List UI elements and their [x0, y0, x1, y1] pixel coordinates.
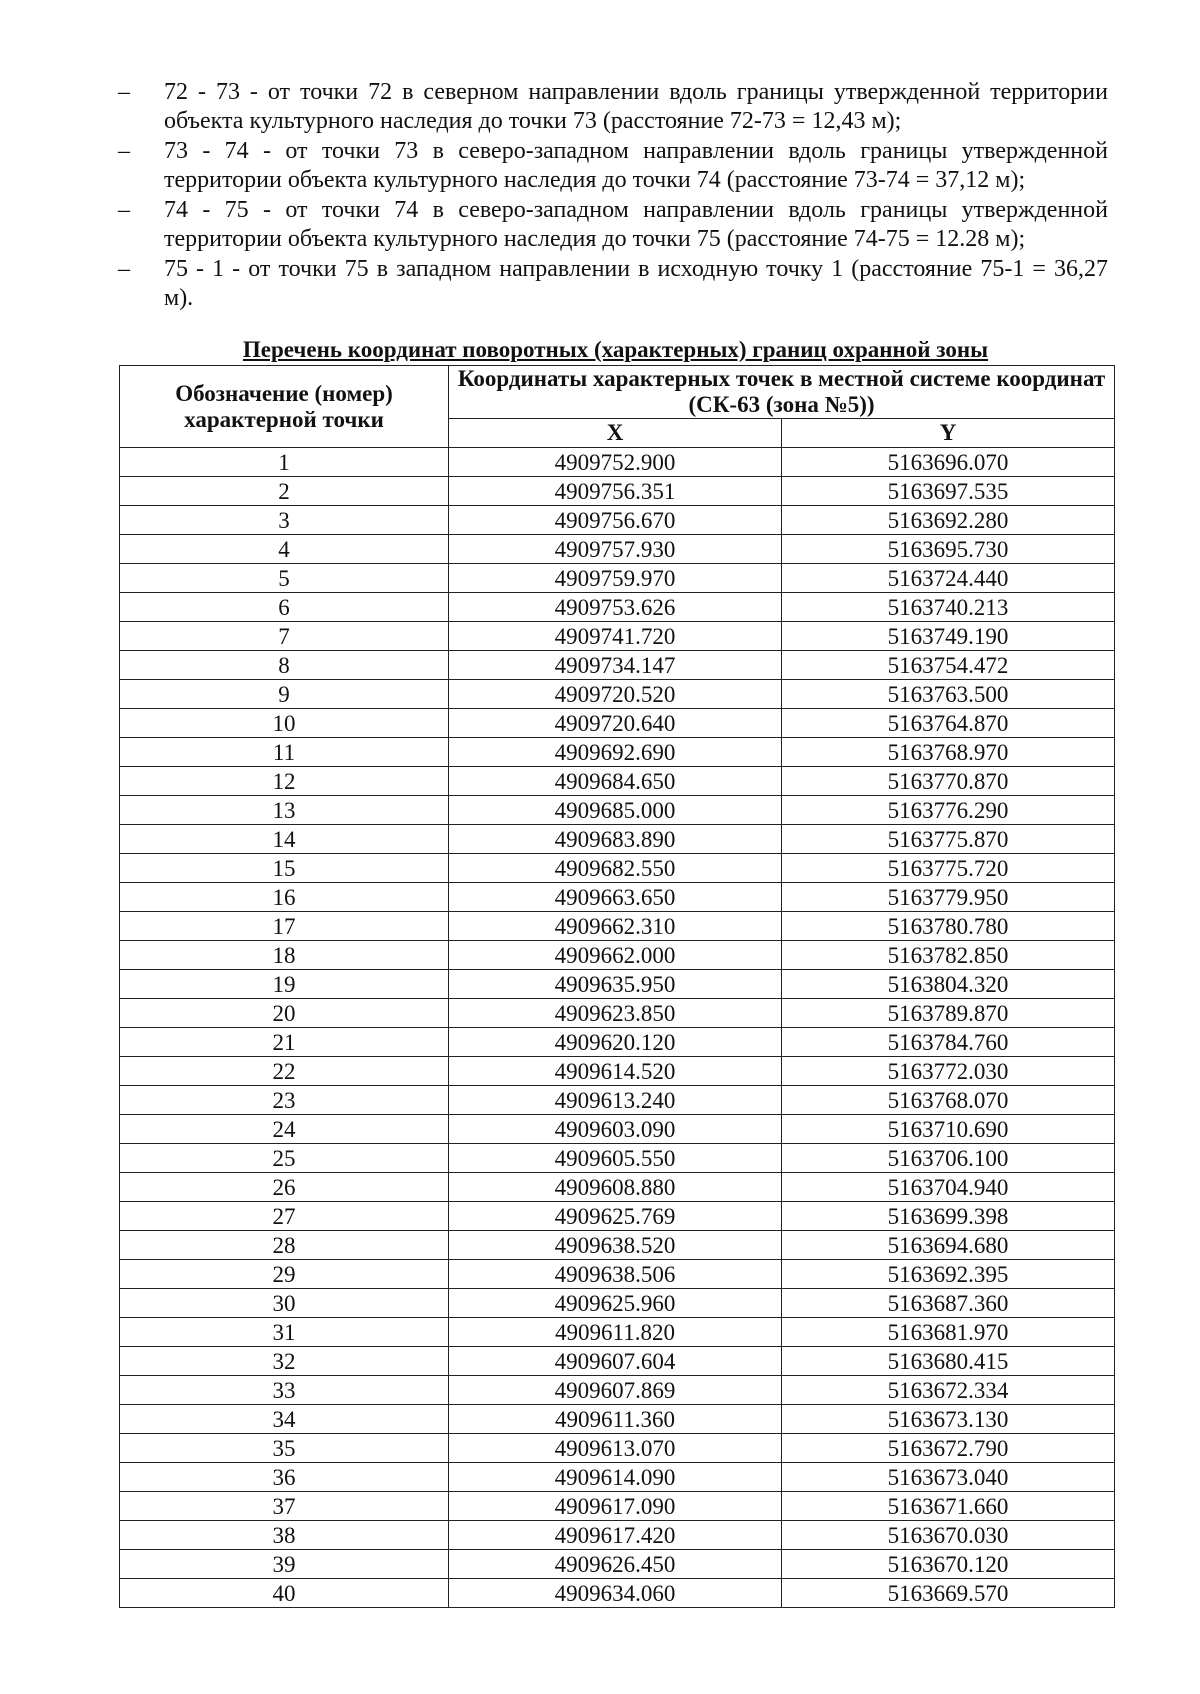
x-coordinate-cell: 4909692.690: [449, 738, 782, 767]
y-coordinate-cell: 5163749.190: [782, 622, 1115, 651]
point-number-cell: 6: [120, 593, 449, 622]
x-coordinate-cell: 4909662.000: [449, 941, 782, 970]
x-coordinate-cell: 4909613.070: [449, 1434, 782, 1463]
x-coordinate-cell: 4909685.000: [449, 796, 782, 825]
y-coordinate-cell: 5163768.070: [782, 1086, 1115, 1115]
table-row: [120, 796, 1115, 825]
point-number-cell: 20: [120, 999, 449, 1028]
table-row: [120, 999, 1115, 1028]
point-number-cell: 31: [120, 1318, 449, 1347]
coordinates-table-body: [120, 448, 1115, 1608]
table-row: [120, 1115, 1115, 1144]
point-number-cell: 36: [120, 1463, 449, 1492]
boundary-segment-item: [118, 78, 1108, 136]
x-coordinate-cell: 4909684.650: [449, 767, 782, 796]
x-coordinate-cell: 4909617.420: [449, 1521, 782, 1550]
x-coordinate-cell: 4909759.970: [449, 564, 782, 593]
boundary-segment-item: [118, 255, 1108, 313]
point-number-cell: 18: [120, 941, 449, 970]
x-coordinate-cell: 4909607.869: [449, 1376, 782, 1405]
x-coordinate-cell: 4909638.506: [449, 1260, 782, 1289]
x-coordinate-cell: 4909638.520: [449, 1231, 782, 1260]
point-number-cell: 7: [120, 622, 449, 651]
x-coordinate-cell: 4909635.950: [449, 970, 782, 999]
point-number-cell: 28: [120, 1231, 449, 1260]
list-dash: –: [118, 256, 130, 282]
point-number-cell: 39: [120, 1550, 449, 1579]
y-coordinate-cell: 5163692.280: [782, 506, 1115, 535]
y-coordinate-cell: 5163775.870: [782, 825, 1115, 854]
y-coordinate-cell: 5163669.570: [782, 1579, 1115, 1608]
x-coordinate-cell: 4909682.550: [449, 854, 782, 883]
y-coordinate-cell: 5163776.290: [782, 796, 1115, 825]
x-coordinate-cell: 4909611.360: [449, 1405, 782, 1434]
y-coordinate-cell: 5163772.030: [782, 1057, 1115, 1086]
boundary-segment-item: [118, 137, 1108, 195]
table-row: [120, 854, 1115, 883]
y-coordinate-cell: 5163804.320: [782, 970, 1115, 999]
header-point-number: Обозначение (номер) характерной точки: [120, 366, 449, 448]
y-coordinate-cell: 5163764.870: [782, 709, 1115, 738]
list-dash: –: [118, 197, 130, 223]
table-row: [120, 477, 1115, 506]
y-coordinate-cell: 5163768.970: [782, 738, 1115, 767]
table-row: [120, 1318, 1115, 1347]
point-number-cell: 1: [120, 448, 449, 477]
y-coordinate-cell: 5163704.940: [782, 1173, 1115, 1202]
point-number-cell: 11: [120, 738, 449, 767]
boundary-segment-text: 72 - 73 - от точки 72 в северном направлении вдоль границы утвержденной территории объекта культурного наследия до точки 73 (расстояние 72-73 = 12,43 м);: [164, 79, 1108, 134]
y-coordinate-cell: 5163671.660: [782, 1492, 1115, 1521]
table-row: [120, 1434, 1115, 1463]
point-number-cell: 2: [120, 477, 449, 506]
table-row: [120, 1173, 1115, 1202]
y-coordinate-cell: 5163763.500: [782, 680, 1115, 709]
x-coordinate-cell: 4909614.520: [449, 1057, 782, 1086]
y-coordinate-cell: 5163782.850: [782, 941, 1115, 970]
y-coordinate-cell: 5163740.213: [782, 593, 1115, 622]
table-row: [120, 1405, 1115, 1434]
x-coordinate-cell: 4909720.640: [449, 709, 782, 738]
y-coordinate-cell: 5163692.395: [782, 1260, 1115, 1289]
header-coordinates: Координаты характерных точек в местной системе координат (СК-63 (зона №5)): [449, 366, 1115, 419]
table-row: [120, 883, 1115, 912]
point-number-cell: 38: [120, 1521, 449, 1550]
y-coordinate-cell: 5163754.472: [782, 651, 1115, 680]
y-coordinate-cell: 5163687.360: [782, 1289, 1115, 1318]
y-coordinate-cell: 5163670.030: [782, 1521, 1115, 1550]
table-row: [120, 448, 1115, 477]
y-coordinate-cell: 5163784.760: [782, 1028, 1115, 1057]
x-coordinate-cell: 4909741.720: [449, 622, 782, 651]
x-coordinate-cell: 4909603.090: [449, 1115, 782, 1144]
y-coordinate-cell: 5163670.120: [782, 1550, 1115, 1579]
y-coordinate-cell: 5163695.730: [782, 535, 1115, 564]
y-coordinate-cell: 5163680.415: [782, 1347, 1115, 1376]
table-row: [120, 506, 1115, 535]
x-coordinate-cell: 4909607.604: [449, 1347, 782, 1376]
table-row: [120, 825, 1115, 854]
x-coordinate-cell: 4909625.960: [449, 1289, 782, 1318]
boundary-description-list: [118, 78, 1108, 314]
point-number-cell: 30: [120, 1289, 449, 1318]
point-number-cell: 35: [120, 1434, 449, 1463]
y-coordinate-cell: 5163696.070: [782, 448, 1115, 477]
point-number-cell: 17: [120, 912, 449, 941]
x-coordinate-cell: 4909608.880: [449, 1173, 782, 1202]
y-coordinate-cell: 5163672.790: [782, 1434, 1115, 1463]
x-coordinate-cell: 4909756.351: [449, 477, 782, 506]
x-coordinate-cell: 4909752.900: [449, 448, 782, 477]
point-number-cell: 37: [120, 1492, 449, 1521]
table-row: [120, 1289, 1115, 1318]
x-coordinate-cell: 4909683.890: [449, 825, 782, 854]
point-number-cell: 24: [120, 1115, 449, 1144]
x-coordinate-cell: 4909613.240: [449, 1086, 782, 1115]
y-coordinate-cell: 5163779.950: [782, 883, 1115, 912]
y-coordinate-cell: 5163706.100: [782, 1144, 1115, 1173]
point-number-cell: 22: [120, 1057, 449, 1086]
x-coordinate-cell: 4909757.930: [449, 535, 782, 564]
y-coordinate-cell: 5163710.690: [782, 1115, 1115, 1144]
table-row: [120, 1492, 1115, 1521]
y-coordinate-cell: 5163694.680: [782, 1231, 1115, 1260]
table-row: [120, 1028, 1115, 1057]
x-coordinate-cell: 4909611.820: [449, 1318, 782, 1347]
table-row: [120, 1086, 1115, 1115]
x-coordinate-cell: 4909626.450: [449, 1550, 782, 1579]
point-number-cell: 15: [120, 854, 449, 883]
y-coordinate-cell: 5163673.040: [782, 1463, 1115, 1492]
y-coordinate-cell: 5163775.720: [782, 854, 1115, 883]
x-coordinate-cell: 4909620.120: [449, 1028, 782, 1057]
point-number-cell: 26: [120, 1173, 449, 1202]
boundary-segment-text: 75 - 1 - от точки 75 в западном направлении в исходную точку 1 (расстояние 75-1 = 36,27 м).: [164, 256, 1108, 311]
header-x: X: [449, 419, 782, 448]
table-row: [120, 1463, 1115, 1492]
y-coordinate-cell: 5163789.870: [782, 999, 1115, 1028]
y-coordinate-cell: 5163770.870: [782, 767, 1115, 796]
coordinates-table: [119, 365, 1115, 1608]
point-number-cell: 29: [120, 1260, 449, 1289]
table-row: [120, 1057, 1115, 1086]
point-number-cell: 34: [120, 1405, 449, 1434]
point-number-cell: 16: [120, 883, 449, 912]
point-number-cell: 32: [120, 1347, 449, 1376]
x-coordinate-cell: 4909614.090: [449, 1463, 782, 1492]
header-y: Y: [782, 419, 1115, 448]
y-coordinate-cell: 5163673.130: [782, 1405, 1115, 1434]
table-row: [120, 535, 1115, 564]
point-number-cell: 27: [120, 1202, 449, 1231]
x-coordinate-cell: 4909756.670: [449, 506, 782, 535]
table-row: [120, 680, 1115, 709]
table-row: [120, 1347, 1115, 1376]
point-number-cell: 23: [120, 1086, 449, 1115]
table-row: [120, 709, 1115, 738]
point-number-cell: 3: [120, 506, 449, 535]
table-row: [120, 970, 1115, 999]
x-coordinate-cell: 4909663.650: [449, 883, 782, 912]
table-row: [120, 941, 1115, 970]
x-coordinate-cell: 4909662.310: [449, 912, 782, 941]
table-row: [120, 1521, 1115, 1550]
x-coordinate-cell: 4909720.520: [449, 680, 782, 709]
table-row: [120, 912, 1115, 941]
table-row: [120, 738, 1115, 767]
x-coordinate-cell: 4909625.769: [449, 1202, 782, 1231]
y-coordinate-cell: 5163672.334: [782, 1376, 1115, 1405]
boundary-segment-item: [118, 196, 1108, 254]
table-row: [120, 1231, 1115, 1260]
table-row: [120, 1376, 1115, 1405]
y-coordinate-cell: 5163697.535: [782, 477, 1115, 506]
x-coordinate-cell: 4909734.147: [449, 651, 782, 680]
boundary-segment-text: 74 - 75 - от точки 74 в северо-западном направлении вдоль границы утвержденной территории объекта культурного наследия до точки 75 (расстояние 74-75 = 12.28 м);: [164, 197, 1108, 252]
point-number-cell: 13: [120, 796, 449, 825]
x-coordinate-cell: 4909617.090: [449, 1492, 782, 1521]
x-coordinate-cell: 4909634.060: [449, 1579, 782, 1608]
point-number-cell: 12: [120, 767, 449, 796]
point-number-cell: 5: [120, 564, 449, 593]
point-number-cell: 25: [120, 1144, 449, 1173]
point-number-cell: 8: [120, 651, 449, 680]
point-number-cell: 19: [120, 970, 449, 999]
point-number-cell: 33: [120, 1376, 449, 1405]
y-coordinate-cell: 5163681.970: [782, 1318, 1115, 1347]
y-coordinate-cell: 5163699.398: [782, 1202, 1115, 1231]
point-number-cell: 40: [120, 1579, 449, 1608]
table-row: [120, 651, 1115, 680]
table-row: [120, 593, 1115, 622]
list-dash: –: [118, 79, 130, 105]
point-number-cell: 4: [120, 535, 449, 564]
table-row: [120, 1260, 1115, 1289]
boundary-segment-text: 73 - 74 - от точки 73 в северо-западном направлении вдоль границы утвержденной территории объекта культурного наследия до точки 74 (расстояние 73-74 = 37,12 м);: [164, 138, 1108, 193]
x-coordinate-cell: 4909605.550: [449, 1144, 782, 1173]
y-coordinate-cell: 5163724.440: [782, 564, 1115, 593]
table-row: [120, 622, 1115, 651]
table-title: Перечень координат поворотных (характерных) границ охранной зоны: [242, 337, 989, 362]
x-coordinate-cell: 4909753.626: [449, 593, 782, 622]
x-coordinate-cell: 4909623.850: [449, 999, 782, 1028]
point-number-cell: 14: [120, 825, 449, 854]
table-row: [120, 564, 1115, 593]
list-dash: –: [118, 138, 130, 164]
point-number-cell: 9: [120, 680, 449, 709]
y-coordinate-cell: 5163780.780: [782, 912, 1115, 941]
table-row: [120, 1144, 1115, 1173]
point-number-cell: 10: [120, 709, 449, 738]
table-row: [120, 1550, 1115, 1579]
table-row: [120, 1202, 1115, 1231]
table-row: [120, 1579, 1115, 1608]
point-number-cell: 21: [120, 1028, 449, 1057]
table-row: [120, 767, 1115, 796]
